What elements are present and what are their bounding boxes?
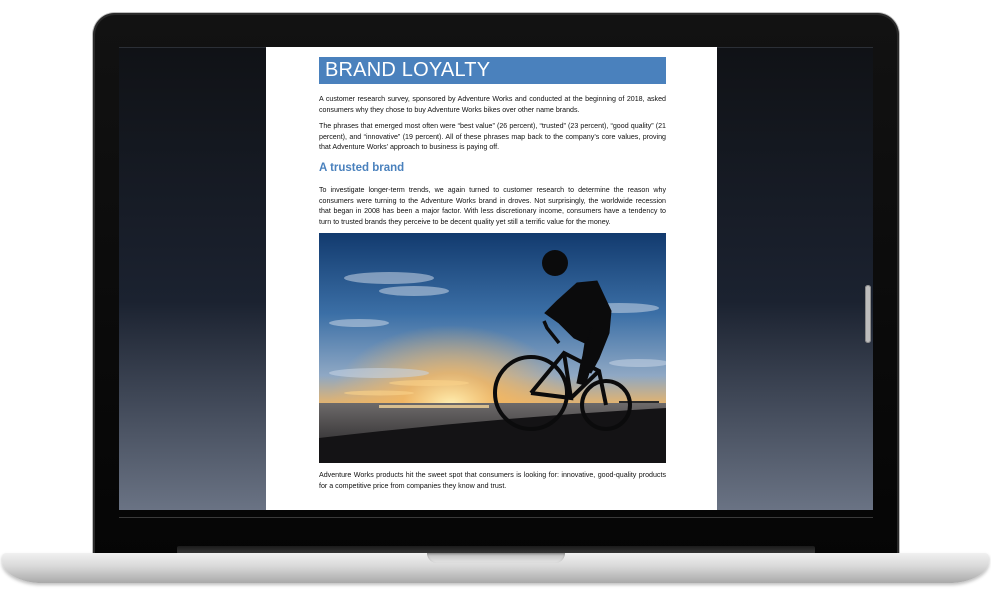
paragraph-intro: A customer research survey, sponsored by Adventure Works and conducted at the beginning of 2018, asked consumers why they chose to buy Adventure Works bikes over other name brands. <box>319 95 666 114</box>
paragraph-conclusion: Adventure Works products hit the sweet spot that consumers is looking for: innovative, good-quality products for a competitive price from companies they know and trust. <box>319 471 666 490</box>
laptop-base-notch <box>427 553 565 563</box>
title-banner <box>319 57 666 84</box>
screen-bottom-edge <box>119 517 873 518</box>
paragraph-trends: To investigate longer-term trends, we again turned to customer research to determine the reason why consumers were turning to the Adventure Works brand in droves. Not surprisingly, the worldwide recession that began in 2008 has been a major factor. With less discretionary income, consumers have a tendency to turn to trusted brands they perceive to be decent quality yet still a terrific value for the money. <box>319 185 666 226</box>
scroll-handle[interactable] <box>865 285 871 343</box>
cyclist-sunset-photo <box>319 233 666 463</box>
document-page <box>266 47 717 510</box>
paragraph-phrases: The phrases that emerged most often were “best value” (26 percent), “trusted” (23 percent), “good quality” (21 percent), and “innovative” (19 percent). All of these phrases map back to the company’s core values, proving that Adventure Works’ approach to business is paying off. <box>319 122 666 152</box>
document-content <box>319 57 666 498</box>
document-title: BRAND LOYALTY <box>325 59 491 81</box>
section-heading: A trusted brand <box>319 161 405 174</box>
